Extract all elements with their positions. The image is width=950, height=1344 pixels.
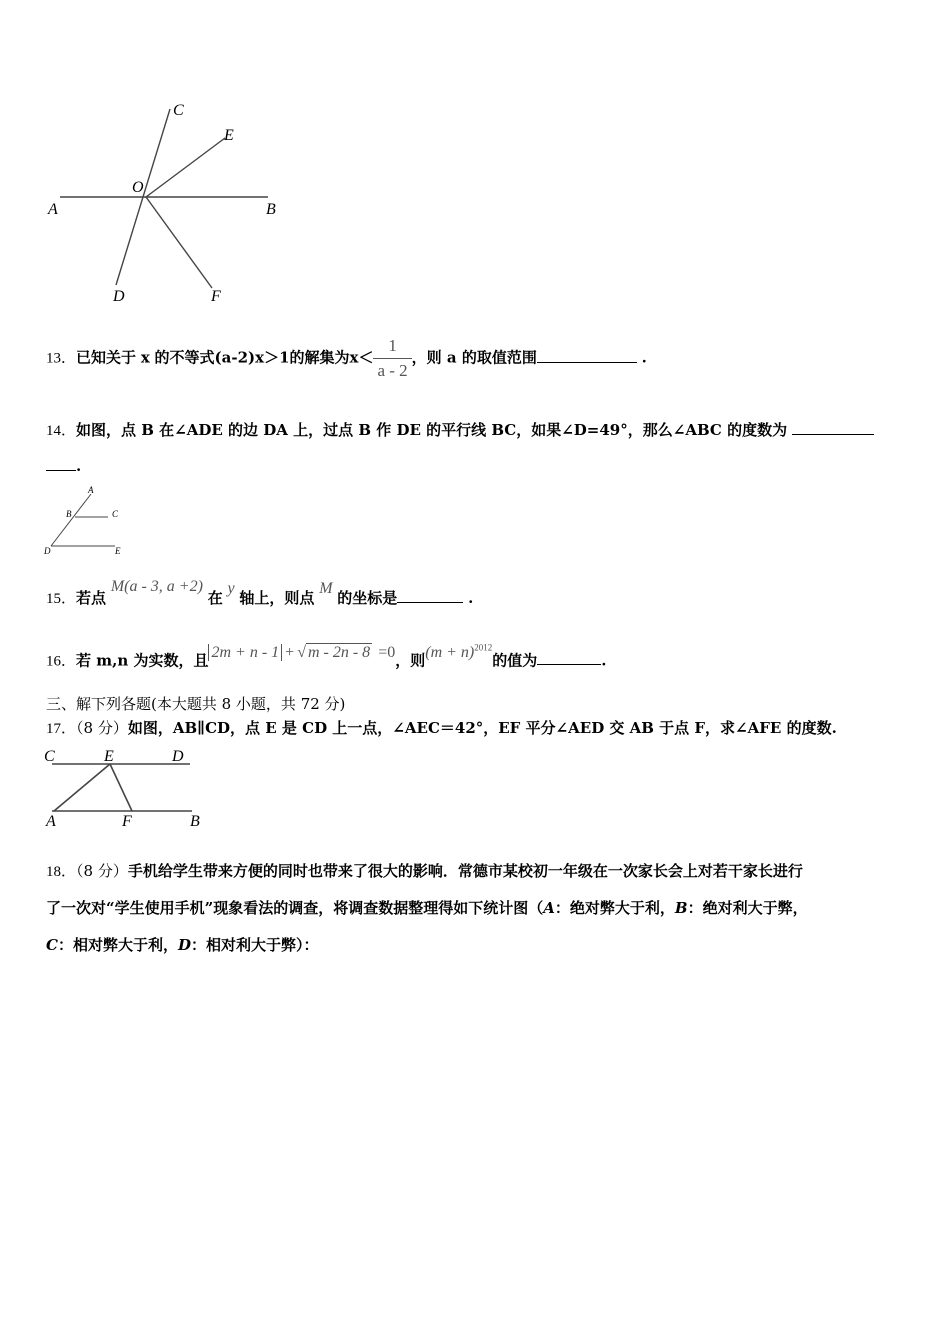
- figure-q17: [40, 744, 210, 830]
- q13-text-mid: 的不等式(a-2)x＞1的解集为x＜: [154, 348, 374, 367]
- q16-text-pre: 若 m,n 为实数，且: [76, 651, 209, 670]
- label-d: D: [44, 546, 51, 556]
- q18-line2a: 了一次对“学生使用手机”现象看法的调查，将调查数据整理得如下统计图（: [46, 899, 544, 917]
- ray-of: [146, 197, 212, 288]
- q13-end: .: [641, 348, 647, 367]
- label-d: D: [113, 288, 125, 305]
- q18-line2c: ：绝对利大于弊，: [687, 899, 808, 917]
- q14-number: 14．: [46, 423, 77, 439]
- q16-power-exponent: 2012: [474, 643, 493, 653]
- label-a: A: [46, 813, 56, 830]
- q14-answer-blank-line1[interactable]: [792, 420, 874, 435]
- label-b: B: [66, 509, 72, 519]
- q16-plus: +: [285, 644, 295, 662]
- label-b: B: [266, 201, 276, 218]
- q18-line1: 手机给学生带来方便的同时也带来了很大的影响．常德市某校初一年级在一次家长会上对若干家长进行: [127, 862, 803, 880]
- q15-text-mid1: 在: [207, 589, 223, 607]
- label-a: A: [88, 485, 94, 495]
- question-18-line2: [46, 898, 808, 918]
- q16-power: [425, 642, 492, 661]
- question-17: [46, 718, 837, 739]
- q17-score: （8 分）: [76, 719, 128, 737]
- q18-score: （8 分）: [76, 862, 128, 880]
- line-ea: [54, 764, 110, 811]
- question-18-line1: [46, 861, 803, 882]
- label-f: F: [211, 288, 221, 305]
- q13-text-post: ，则 a 的取值范围: [411, 348, 537, 367]
- q16-text-post: 的值为: [492, 651, 538, 670]
- q13-answer-blank[interactable]: [537, 348, 637, 363]
- question-14-line2: [46, 456, 81, 476]
- q16-abs-expression: 2m + n - 1: [211, 644, 280, 662]
- q15-number: 15．: [46, 591, 77, 607]
- label-c: C: [44, 748, 55, 765]
- q13-frac-numerator: 1: [373, 336, 411, 359]
- q18-option-b: B: [674, 899, 688, 917]
- q16-text-mid: ，则: [395, 651, 426, 670]
- label-c: C: [173, 102, 184, 119]
- q15-text-post: 的坐标是: [337, 589, 398, 607]
- label-b: B: [190, 813, 200, 830]
- label-e: E: [115, 546, 121, 556]
- q16-absolute-value: [208, 644, 282, 661]
- q13-frac-denominator: a - 2: [377, 361, 408, 380]
- q17-text: 如图，AB∥CD，点 E 是 CD 上一点，∠AEC＝42°，EF 平分∠AED 交 AB 于点 F，求∠AFE 的度数.: [127, 719, 837, 737]
- q16-answer-blank[interactable]: [537, 650, 601, 665]
- line-ef: [110, 764, 132, 811]
- q15-text-pre: 若点: [76, 589, 107, 607]
- q18-line2b: ：绝对弊大于利，: [554, 899, 675, 917]
- label-c: C: [112, 509, 119, 519]
- figure-q12: [40, 95, 300, 315]
- figure-q14: [40, 482, 140, 560]
- q18-line3b: ：相对利大于弊）：: [190, 936, 319, 954]
- section-3-heading: [46, 694, 345, 714]
- q16-sqrt-expression: m - 2n - 8: [307, 644, 371, 662]
- q13-var: x: [140, 348, 150, 367]
- q16-sqrt-symbol: √: [297, 644, 306, 662]
- q18-line3a: ：相对弊大于利，: [57, 936, 178, 954]
- question-18-line3: [46, 935, 319, 955]
- q16-end: .: [601, 651, 607, 670]
- q15-point-name: M: [319, 580, 333, 597]
- q18-option-d: D: [177, 936, 191, 954]
- q16-equals-zero: =0: [378, 644, 396, 662]
- question-15: [46, 578, 474, 609]
- q13-text-pre: 已知关于: [76, 348, 137, 367]
- q15-point-expression: M(a - 3, a +2): [110, 578, 203, 595]
- q15-answer-blank[interactable]: [397, 588, 463, 603]
- q13-fraction: [373, 336, 411, 381]
- q15-end: .: [468, 589, 474, 607]
- label-e: E: [104, 748, 114, 765]
- q13-number: 13．: [46, 350, 77, 367]
- line-da: [51, 494, 91, 546]
- section-3-title: 三、解下列各题(本大题共 8 小题，共 72 分): [46, 695, 346, 713]
- question-16: [46, 643, 607, 671]
- question-13: [46, 336, 647, 381]
- q17-number: 17．: [46, 721, 77, 737]
- q18-option-c: C: [46, 936, 58, 954]
- label-d: D: [172, 748, 184, 765]
- label-a: A: [48, 201, 58, 218]
- label-f: F: [122, 813, 132, 830]
- label-o: O: [132, 179, 144, 196]
- q15-text-mid2: 轴上，则点: [239, 589, 315, 607]
- q18-number: 18．: [46, 864, 77, 880]
- question-14: [46, 420, 874, 441]
- label-e: E: [224, 127, 234, 144]
- q14-answer-blank-line2[interactable]: [46, 456, 76, 471]
- q14-end: .: [76, 457, 82, 475]
- q16-power-base: (m + n): [425, 644, 475, 662]
- q18-option-a: A: [543, 899, 555, 917]
- q16-number: 16．: [46, 653, 77, 670]
- q16-equation: [208, 642, 395, 661]
- q14-text: 如图，点 B 在∠ADE 的边 DA 上，过点 B 作 DE 的平行线 BC，如果∠D=49°，那么∠ABC 的度数为: [76, 421, 788, 439]
- q15-axis: y: [227, 580, 235, 597]
